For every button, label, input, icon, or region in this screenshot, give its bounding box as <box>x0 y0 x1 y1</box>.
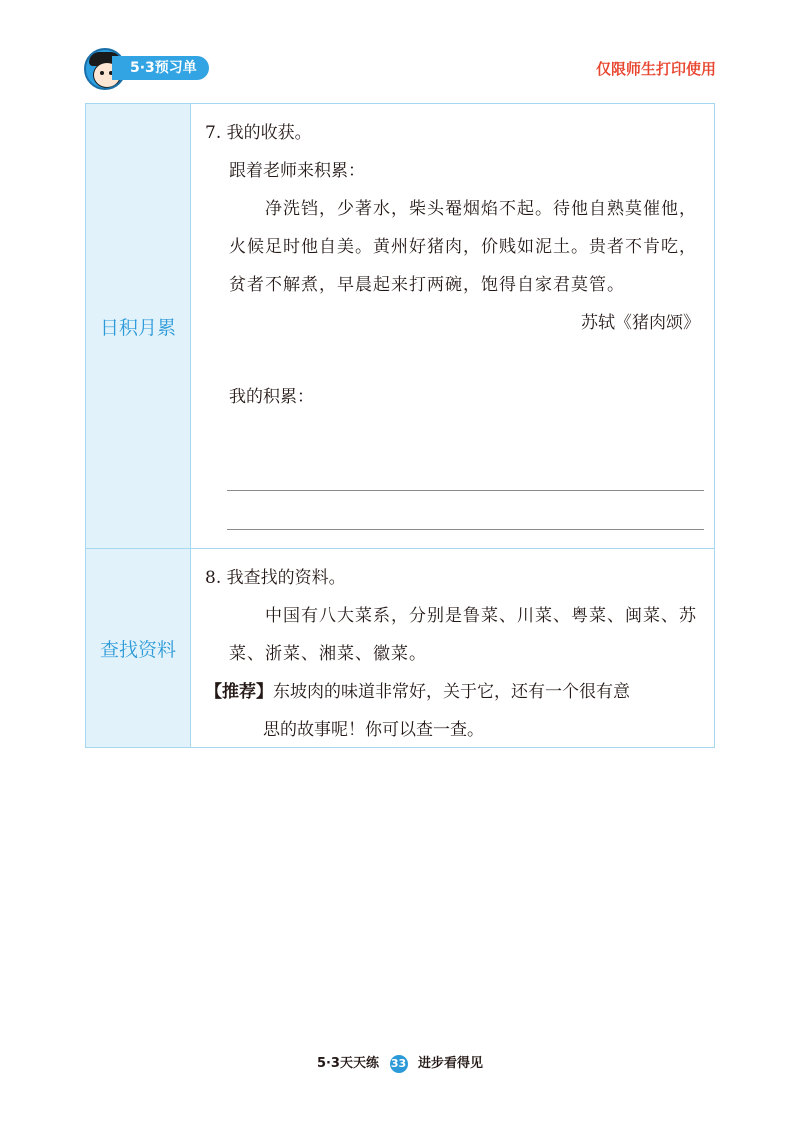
row-label-research: 查找资料 <box>86 549 191 747</box>
recommend-text-1: 东坡肉的味道非常好，关于它，还有一个很有意 <box>273 682 630 702</box>
header-tab-label: 5·3预习单 <box>112 56 209 80</box>
print-notice: 仅限师生打印使用 <box>595 60 716 78</box>
question-7: 7. 我的收获。 <box>205 123 312 143</box>
footer-right-text: 进步看得见 <box>418 1056 484 1071</box>
recommend-text-2: 思的故事呢！你可以查一查。 <box>263 720 484 740</box>
poem-text: 净洗铛，少著水，柴头罨烟焰不起。待他自熟莫催他，火候足时他自美。黄州好猪肉，价贱如泥土。贵者不肯吃，贫者不解煮，早晨起来打两碗，饱得自家君莫管。 <box>229 199 697 295</box>
info-text: 中国有八大菜系，分别是鲁菜、川菜、粤菜、闽菜、苏菜、浙菜、湘菜、徽菜。 <box>229 606 697 664</box>
table-row-accumulation <box>86 104 714 549</box>
page-number-badge: 33 <box>390 1055 408 1073</box>
answer-line-2[interactable] <box>227 529 704 530</box>
footer-left-text: 5·3天天练 <box>316 1056 379 1071</box>
recommend-tag: 【推荐】 <box>205 682 273 702</box>
row-label-accumulation: 日积月累 <box>86 104 191 548</box>
question-8: 8. 我查找的资料。 <box>205 568 346 588</box>
answer-line-1[interactable] <box>227 490 704 491</box>
subheading: 跟着老师来积累： <box>229 161 365 181</box>
poem-source: 苏轼《猪肉颂》 <box>581 313 700 333</box>
recommend-line-1 <box>205 673 704 711</box>
row-content-accumulation <box>191 104 714 548</box>
page-footer <box>0 1052 800 1073</box>
row-content-research <box>191 549 714 747</box>
page-header <box>0 0 800 100</box>
content-table <box>85 103 715 748</box>
table-row-research <box>86 549 714 747</box>
my-accumulation-label: 我的积累： <box>229 387 314 407</box>
